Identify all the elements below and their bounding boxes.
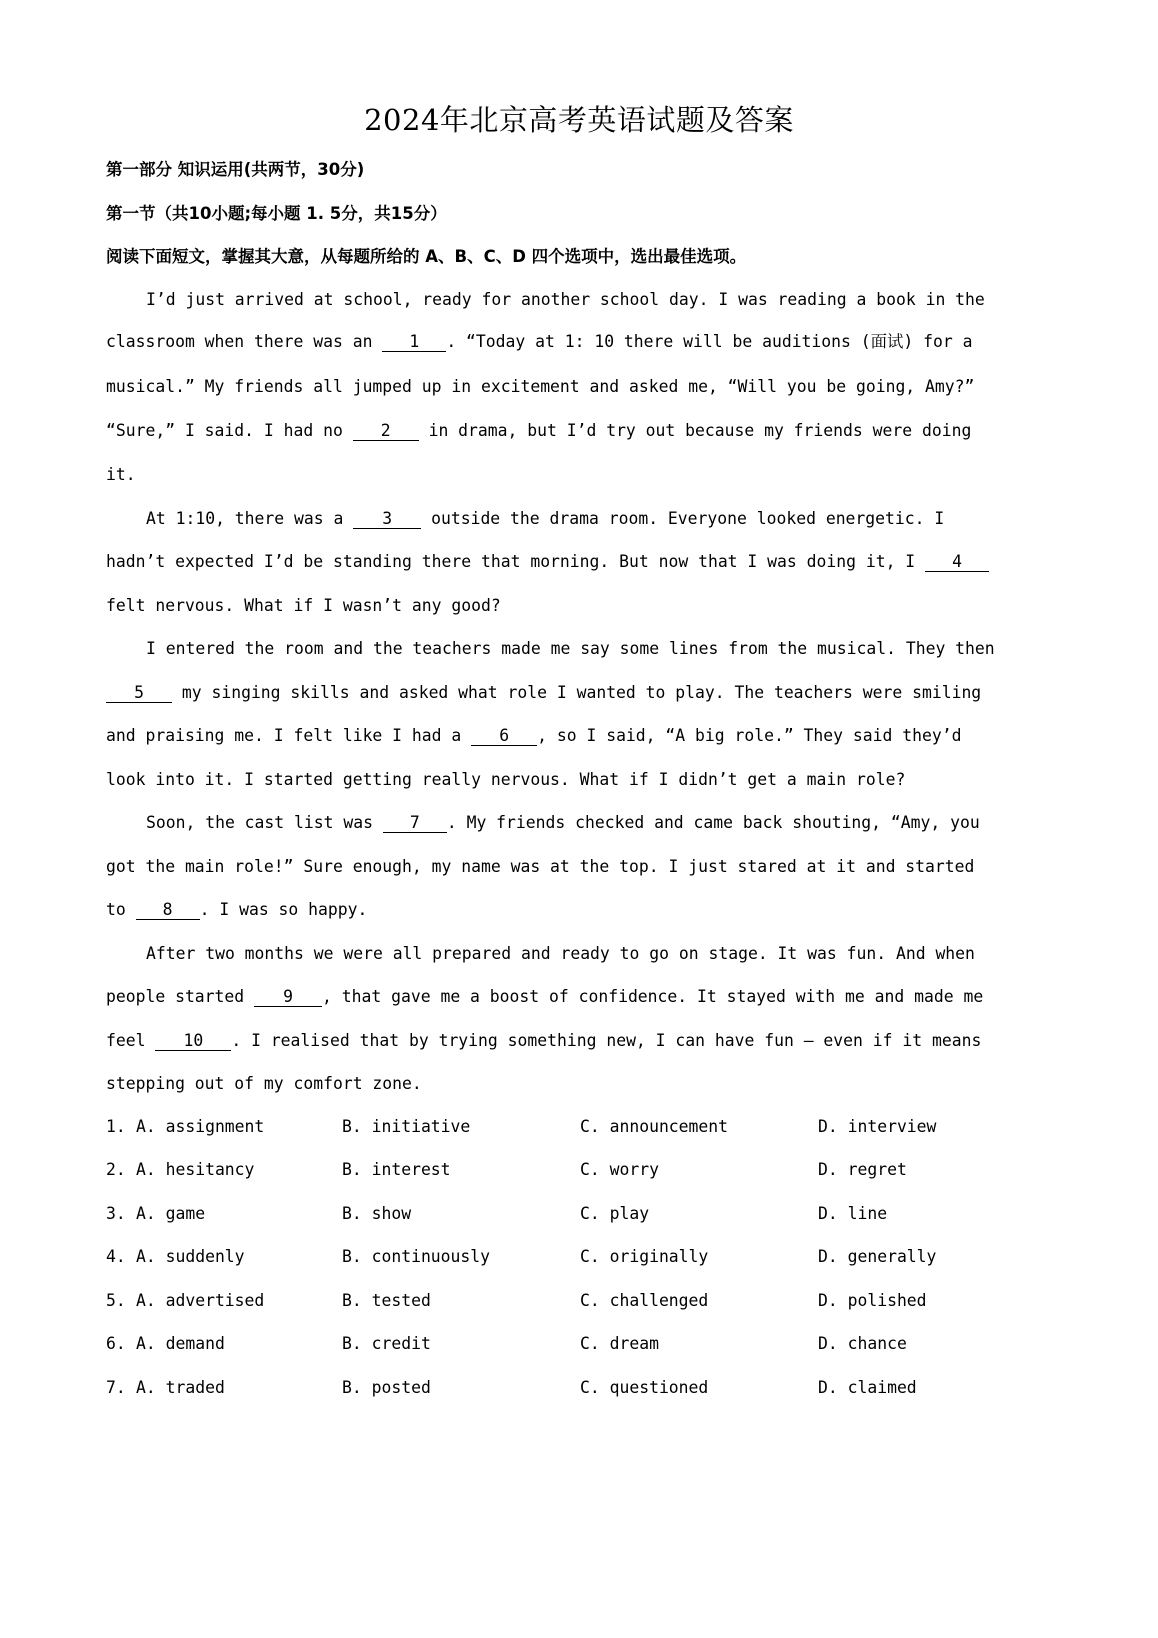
blank-8[interactable]: 8 (136, 901, 200, 920)
option-d[interactable]: D. line (818, 1204, 888, 1223)
option-a[interactable]: A. advertised (136, 1291, 265, 1310)
blank-4[interactable]: 4 (925, 553, 989, 572)
question-number: 3. (106, 1204, 126, 1223)
passage-line: Soon, the cast list was 7 . My friends checked and came back shouting, “Amy, you (146, 813, 980, 832)
option-d[interactable]: D. chance (818, 1334, 907, 1353)
option-c[interactable]: C. play (580, 1204, 650, 1223)
option-d[interactable]: D. generally (818, 1247, 937, 1266)
option-b[interactable]: B. credit (342, 1334, 431, 1353)
blank-10[interactable]: 10 (155, 1032, 231, 1051)
option-c[interactable]: C. originally (580, 1247, 709, 1266)
passage-line: hadn’t expected I’d be standing there that morning. But now that I was doing it, I 4 (106, 551, 989, 573)
passage-line: musical.” My friends all jumped up in excitement and asked me, “Will you be going, Amy?” (106, 377, 975, 396)
passage-line: I entered the room and the teachers made me say some lines from the musical. They then (146, 639, 995, 658)
blank-5[interactable]: 5 (106, 684, 172, 703)
option-d[interactable]: D. regret (818, 1160, 907, 1179)
blank-9[interactable]: 9 (254, 988, 322, 1007)
passage-line: stepping out of my comfort zone. (106, 1074, 422, 1093)
question-number: 1. (106, 1117, 126, 1136)
passage-line: felt nervous. What if I wasn’t any good? (106, 596, 501, 615)
option-b[interactable]: B. show (342, 1204, 412, 1223)
blank-3[interactable]: 3 (353, 510, 421, 529)
question-number: 5. (106, 1291, 126, 1310)
option-a[interactable]: A. assignment (136, 1117, 265, 1136)
option-row-3 (106, 1204, 1106, 1226)
section-part-heading: 第一部分 知识运用(共两节，30分) (106, 160, 365, 179)
instruction-text: 阅读下面短文，掌握其大意，从每题所给的 A、B、C、D 四个选项中，选出最佳选项。 (106, 247, 747, 266)
passage-line: look into it. I started getting really nervous. What if I didn’t get a main role? (106, 770, 906, 789)
option-a[interactable]: A. game (136, 1204, 206, 1223)
option-d[interactable]: D. interview (818, 1117, 937, 1136)
option-b[interactable]: B. continuously (342, 1247, 491, 1266)
question-number: 6. (106, 1334, 126, 1353)
passage-line: After two months we were all prepared and ready to go on stage. It was fun. And when (146, 944, 975, 963)
question-number: 4. (106, 1247, 126, 1266)
option-b[interactable]: B. posted (342, 1378, 431, 1397)
option-row-2 (106, 1160, 1106, 1182)
blank-2[interactable]: 2 (353, 422, 419, 441)
passage-line: classroom when there was an 1 . “Today at 1: 10 there will be auditions (面试) for a (106, 332, 973, 351)
option-row-6 (106, 1334, 1106, 1356)
passage-line: 5 my singing skills and asked what role I wanted to play. The teachers were smiling (106, 682, 981, 704)
blank-1[interactable]: 1 (382, 333, 446, 352)
question-number: 2. (106, 1160, 126, 1179)
passage-line: At 1:10, there was a 3 outside the drama room. Everyone looked energetic. I (146, 509, 945, 528)
option-c[interactable]: C. questioned (580, 1378, 709, 1397)
blank-6[interactable]: 6 (471, 727, 537, 746)
passage-line: “Sure,” I said. I had no 2 in drama, but I’d try out because my friends were doing (106, 421, 972, 440)
option-b[interactable]: B. initiative (342, 1117, 471, 1136)
option-c[interactable]: C. worry (580, 1160, 659, 1179)
passage-line: got the main role!” Sure enough, my name was at the top. I just stared at it and started (106, 857, 975, 876)
option-a[interactable]: A. demand (136, 1334, 225, 1353)
option-b[interactable]: B. interest (342, 1160, 451, 1179)
option-row-5 (106, 1291, 1106, 1313)
option-a[interactable]: A. suddenly (136, 1247, 245, 1266)
option-row-1 (106, 1117, 1106, 1139)
option-c[interactable]: C. announcement (580, 1117, 729, 1136)
option-b[interactable]: B. tested (342, 1291, 431, 1310)
passage-line: and praising me. I felt like I had a 6 , so I said, “A big role.” They said they’d (106, 726, 962, 745)
passage-line: it. (106, 465, 136, 484)
page-title: 2024年北京高考英语试题及答案 (364, 103, 794, 137)
passage-line: people started 9 , that gave me a boost of confidence. It stayed with me and made me (106, 987, 984, 1006)
option-d[interactable]: D. claimed (818, 1378, 917, 1397)
passage-line: feel 10 . I realised that by trying something new, I can have fun — even if it means (106, 1031, 982, 1050)
option-a[interactable]: A. hesitancy (136, 1160, 255, 1179)
option-c[interactable]: C. challenged (580, 1291, 709, 1310)
passage-line: to 8 . I was so happy. (106, 900, 368, 919)
question-number: 7. (106, 1378, 126, 1397)
blank-7[interactable]: 7 (383, 814, 447, 833)
option-a[interactable]: A. traded (136, 1378, 225, 1397)
passage-line: I’d just arrived at school, ready for another school day. I was reading a book in the (146, 290, 985, 309)
option-row-7 (106, 1378, 1106, 1400)
option-c[interactable]: C. dream (580, 1334, 659, 1353)
section-sub-heading: 第一节（共10小题;每小题 1. 5分，共15分） (106, 204, 447, 223)
option-row-4 (106, 1247, 1106, 1269)
option-d[interactable]: D. polished (818, 1291, 927, 1310)
